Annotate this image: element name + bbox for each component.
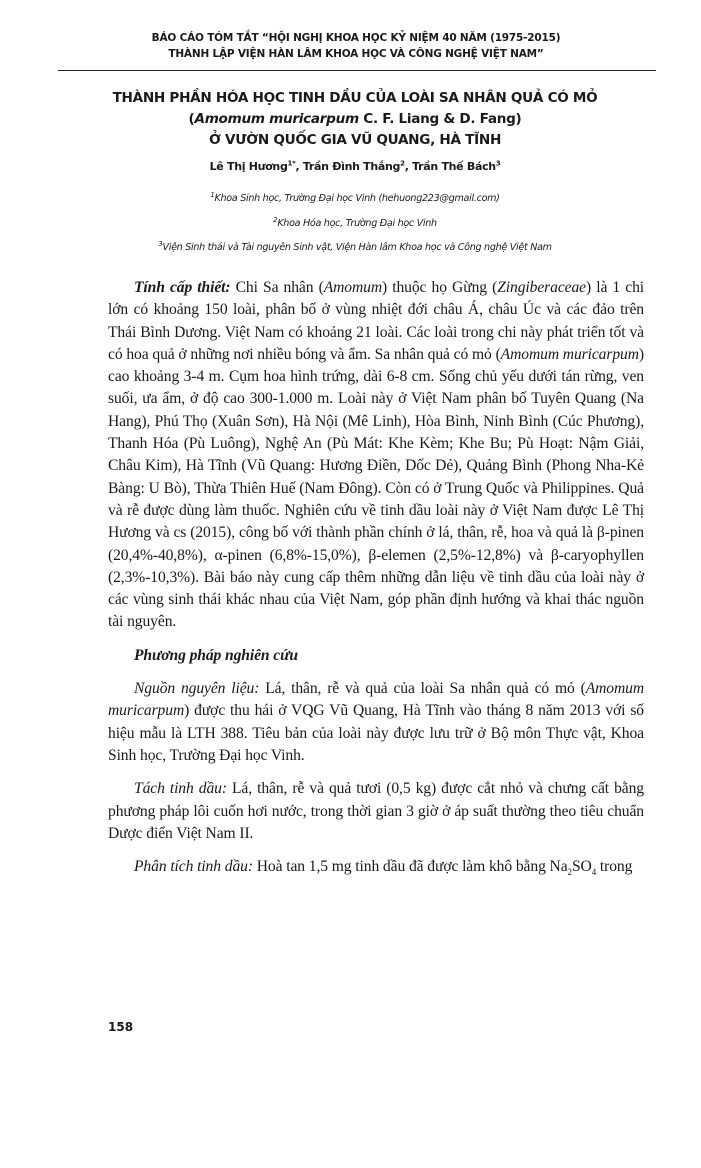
title-line-1: THÀNH PHẦN HÓA HỌC TINH DẦU CỦA LOÀI SA NHÂN QUẢ CÓ MỎ <box>112 90 598 106</box>
paper-title <box>60 88 650 151</box>
page-number: 158 <box>108 1020 134 1034</box>
affiliation-1-text: Khoa Sinh học, Trường Đại học Vinh (hehuong223@gmail.com) <box>214 193 500 204</box>
affiliation-3 <box>60 239 650 253</box>
introduction-text-d: ) cao khoảng 3-4 m. Cụm hoa hình trứng, dài 6-8 cm. Sống chủ yếu dưới tán rừng, ven suối, ưa ẩm, ở độ cao 300-1.000 m. Loài này ở Việt Nam phân bố Tuyên Quang (Na Hang), Phú Thọ (Xuân Sơn), Hà Nội (Mê Linh), Hòa Bình, Ninh Bình (Cúc Phương), Thanh Hóa (Pù Luông), Nghệ An (Pù Mát: Khe Kèm; Khe Bu; Pù Hoạt: Nậm Giải, Châu Kim), Hà Tĩnh (Vũ Quang: Hương Điền, Dốc Dẻ), Quảng Bình (Phong Nha-Kẻ Bàng: U Bò), Thừa Thiên Huế (Nam Đông). Còn có ở Trung Quốc và Philippines. Quả và rễ được dùng làm thuốc. Nghiên cứu về tinh dầu loài này ở Việt Nam được Lê Thị Hương và cs (2015), công bố với thành phần chính ở lá, thân, rễ, hoa và quả là β-pinen (20,4%-40,8%), α-pinen (6,8%-15,0%), β-elemen (2,5%-12,8%) và β-caryophyllen (2,3%-10,3%). Bài báo này cung cấp thêm những dẫn liệu về tinh dầu của loài này ở các vùng sinh thái khác nhau của Việt Nam, góp phần định hướng và khai thác nguồn tài nguyên. <box>108 345 644 631</box>
introduction-family: Zingiberaceae <box>497 279 586 296</box>
affiliation-3-text: Viện Sinh thái và Tài nguyên Sinh vật, Viện Hàn lâm Khoa học và Công nghệ Việt Nam <box>162 242 552 253</box>
author-1: Lê Thị Hương <box>209 160 288 173</box>
analysis-text-mid: SO <box>571 858 592 876</box>
introduction-lead: Tính cấp thiết: <box>134 279 231 296</box>
author-separator-2: , <box>404 160 413 173</box>
author-separator-1: , <box>295 160 303 173</box>
extraction-text: Lá, thân, rễ và quả tươi (0,5 kg) được cắt nhỏ và chưng cất bằng phương pháp lôi cuốn hơi nước, trong thời gian 3 giờ ở áp suất thường theo tiêu chuẩn Dược điển Việt Nam II. <box>108 780 644 842</box>
title-line-3: Ở VƯỜN QUỐC GIA VŨ QUANG, HÀ TĨNH <box>208 132 502 148</box>
affiliation-1-marker: 1 <box>210 190 215 199</box>
materials-species: Amomum muricarpum <box>108 680 644 720</box>
analysis-text-a: Hoà tan 1,5 mg tinh dầu đã được làm khô bằng Na <box>252 858 568 876</box>
introduction-species: Amomum muricarpum <box>500 345 639 363</box>
title-line-2: (Amomum muricarpum C. F. Liang & D. Fang) <box>188 111 522 127</box>
introduction-genus: Amomum <box>323 279 382 296</box>
author-1-marker: 1* <box>287 159 296 168</box>
paragraph-materials <box>108 678 644 767</box>
affiliation-3-marker: 3 <box>158 239 163 248</box>
analysis-lead: Phân tích tinh dầu: <box>134 858 253 876</box>
materials-lead: Nguồn nguyên liệu: <box>134 680 260 698</box>
title-species-name: Amomum muricarpum <box>194 111 359 127</box>
paragraph-introduction <box>108 277 644 634</box>
paragraph-analysis <box>108 856 644 878</box>
author-3: Trần Thế Bách <box>412 160 496 173</box>
affiliation-2 <box>60 215 650 229</box>
introduction-text-a: Chi Sa nhân ( <box>230 279 324 296</box>
analysis-text-b: trong <box>596 858 633 876</box>
affiliation-2-text: Khoa Hóa học, Trường Đại học Vinh <box>277 218 437 229</box>
running-header-line-1: BÁO CÁO TÓM TẮT “HỘI NGHỊ KHOA HỌC KỶ NIỆM 40 NĂM (1975-2015) <box>151 32 561 44</box>
analysis-subscript-1: 2 <box>567 867 572 878</box>
introduction-text-c: ) là 1 chi lớn có khoảng 150 loài, phân bố ở vùng nhiệt đới châu Á, châu Úc và các đảo trên Thái Bình Dương. Việt Nam có khoảng 21 loài. Các loài trong chi này phát triển tốt và có hoa quả ở những nơi nhiều bóng và ẩm. Sa nhân quả có mỏ ( <box>108 279 644 363</box>
author-3-marker: 3 <box>495 159 501 168</box>
affiliation-1 <box>60 190 650 204</box>
materials-text-b: ) được thu hái ở VQG Vũ Quang, Hà Tĩnh vào tháng 8 năm 2013 với số hiệu mẫu là LTH 388. Tiêu bản của loài này được lưu trữ ở Bộ môn Thực vật, Khoa Sinh học, Trường Đại học Vinh. <box>108 702 644 764</box>
body-text <box>108 277 644 878</box>
extraction-lead: Tách tinh dầu: <box>134 780 227 798</box>
paragraph-extraction <box>108 778 644 845</box>
materials-text-a: Lá, thân, rễ và quả của loài Sa nhân quả có mỏ ( <box>259 680 586 698</box>
running-header <box>56 30 656 62</box>
author-list <box>60 160 650 173</box>
analysis-subscript-2: 4 <box>591 867 597 878</box>
header-rule <box>58 70 656 71</box>
title-species-authority: C. F. Liang & D. Fang <box>363 111 516 127</box>
introduction-text-b: ) thuộc họ Gừng ( <box>382 279 498 296</box>
author-2: Trần Đình Thắng <box>302 160 401 173</box>
methods-heading <box>108 645 644 667</box>
affiliation-2-marker: 2 <box>273 215 278 224</box>
methods-heading-text: Phương pháp nghiên cứu <box>134 646 298 664</box>
author-2-marker: 2 <box>400 159 405 168</box>
running-header-line-2: THÀNH LẬP VIỆN HÀN LÂM KHOA HỌC VÀ CÔNG NGHỆ VIỆT NAM” <box>168 48 544 60</box>
